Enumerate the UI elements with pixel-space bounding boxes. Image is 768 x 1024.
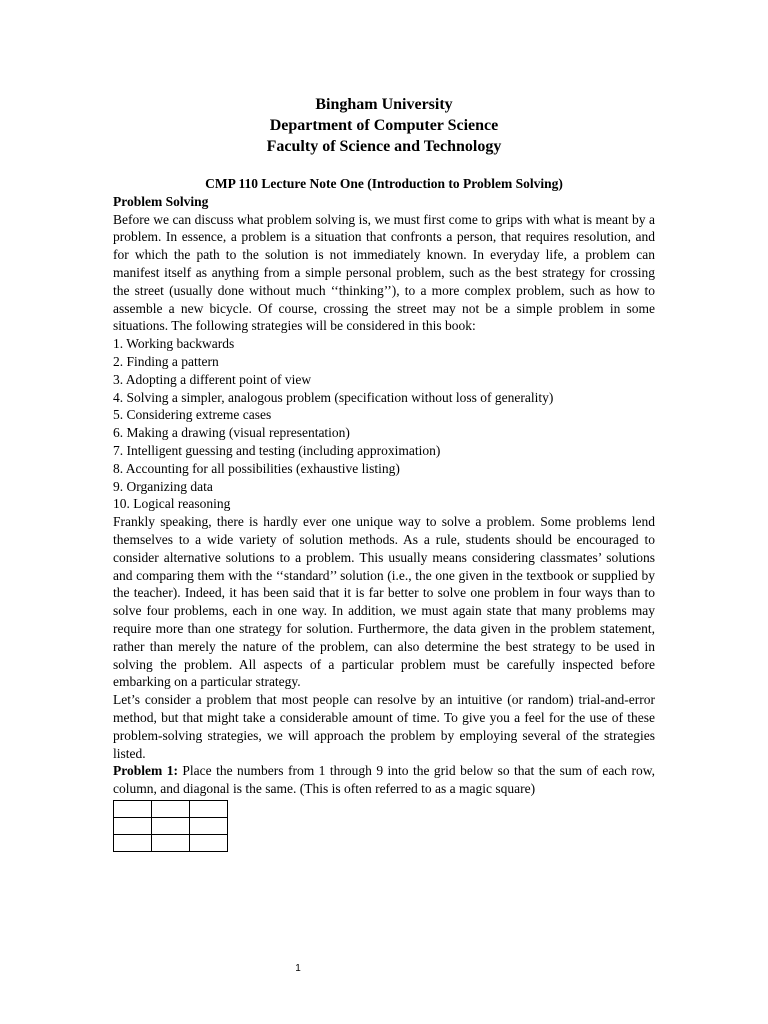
list-item: 4. Solving a simpler, analogous problem (specification without loss of generality) <box>113 389 554 405</box>
grid-row <box>114 817 228 834</box>
grid-cell <box>190 800 228 817</box>
lets-consider-paragraph: Let’s consider a problem that most people can resolve by an intuitive (or random) trial-and-error method, but that might take a considerable amount of time. To give you a feel for the use of these problem-solving strategies, we will approach the problem by employing several of the strategies listed. <box>113 692 655 761</box>
grid-cell <box>114 817 152 834</box>
grid-row <box>114 800 228 817</box>
course-title: CMP 110 Lecture Note One (Introduction to Problem Solving) <box>205 176 563 191</box>
problem-1-label: Problem 1: <box>113 763 178 779</box>
document-page <box>113 94 655 852</box>
document-header <box>113 94 655 157</box>
faculty-name: Faculty of Science and Technology <box>266 138 502 155</box>
grid-row <box>114 834 228 851</box>
list-item: 6. Making a drawing (visual representation) <box>113 425 350 441</box>
list-item: 1. Working backwards <box>113 336 235 352</box>
section-heading: Problem Solving <box>113 193 209 209</box>
grid-cell <box>152 800 190 817</box>
problem-1-text: Place the numbers from 1 through 9 into the grid below so that the sum of each row, column, and diagonal is the same. (This is often referred to as a magic square) <box>113 763 655 797</box>
list-item: 8. Accounting for all possibilities (exhaustive listing) <box>113 460 400 476</box>
list-item: 5. Considering extreme cases <box>113 407 272 423</box>
problem-1-paragraph <box>113 762 655 798</box>
list-item: 10. Logical reasoning <box>113 496 231 512</box>
page-number: 1 <box>295 963 301 974</box>
grid-cell <box>152 817 190 834</box>
magic-square-grid <box>113 800 228 852</box>
grid-cell <box>190 834 228 851</box>
intro-paragraph: Before we can discuss what problem solving is, we must first come to grips with what is meant by a problem. In essence, a problem is a situation that confronts a person, that requires resolution, and for which the path to the solution is not immediately known. In everyday life, a problem can manifest itself as anything from a simple personal problem, such as the best strategy for crossing the street (usually done without much ‘‘thinking’’), to a more complex problem, such as how to assemble a new bicycle. Of course, crossing the street may not be a simple problem in some situations. The following strategies will be considered in this book: <box>113 211 655 334</box>
grid-cell <box>114 800 152 817</box>
list-item: 9. Organizing data <box>113 478 213 494</box>
grid-cell <box>114 834 152 851</box>
university-name: Bingham University <box>315 96 453 113</box>
grid-cell <box>190 817 228 834</box>
department-name: Department of Computer Science <box>269 117 499 134</box>
frankly-paragraph: Frankly speaking, there is hardly ever one unique way to solve a problem. Some problems lend themselves to a wide variety of solution methods. As a rule, students should be encouraged to consider alternative solutions to a problem. This usually means considering classmates’ solutions and comparing them with the ‘‘standard’’ solution (i.e., the one given in the textbook or supplied by the teacher). Indeed, it has been said that it is far better to solve one problem in four ways than to solve four problems, each in one way. In addition, we must again state that many problems may require more than one strategy for solution. Furthermore, the data given in the problem statement, rather than merely the nature of the problem, can also determine the best strategy to be used in solving the problem. All aspects of a particular problem must be carefully inspected before embarking on a particular strategy. <box>113 514 655 690</box>
list-item: 3. Adopting a different point of view <box>113 371 312 387</box>
grid-cell <box>152 834 190 851</box>
list-item: 2. Finding a pattern <box>113 353 219 369</box>
strategy-list <box>113 335 655 513</box>
list-item: 7. Intelligent guessing and testing (including approximation) <box>113 442 441 458</box>
